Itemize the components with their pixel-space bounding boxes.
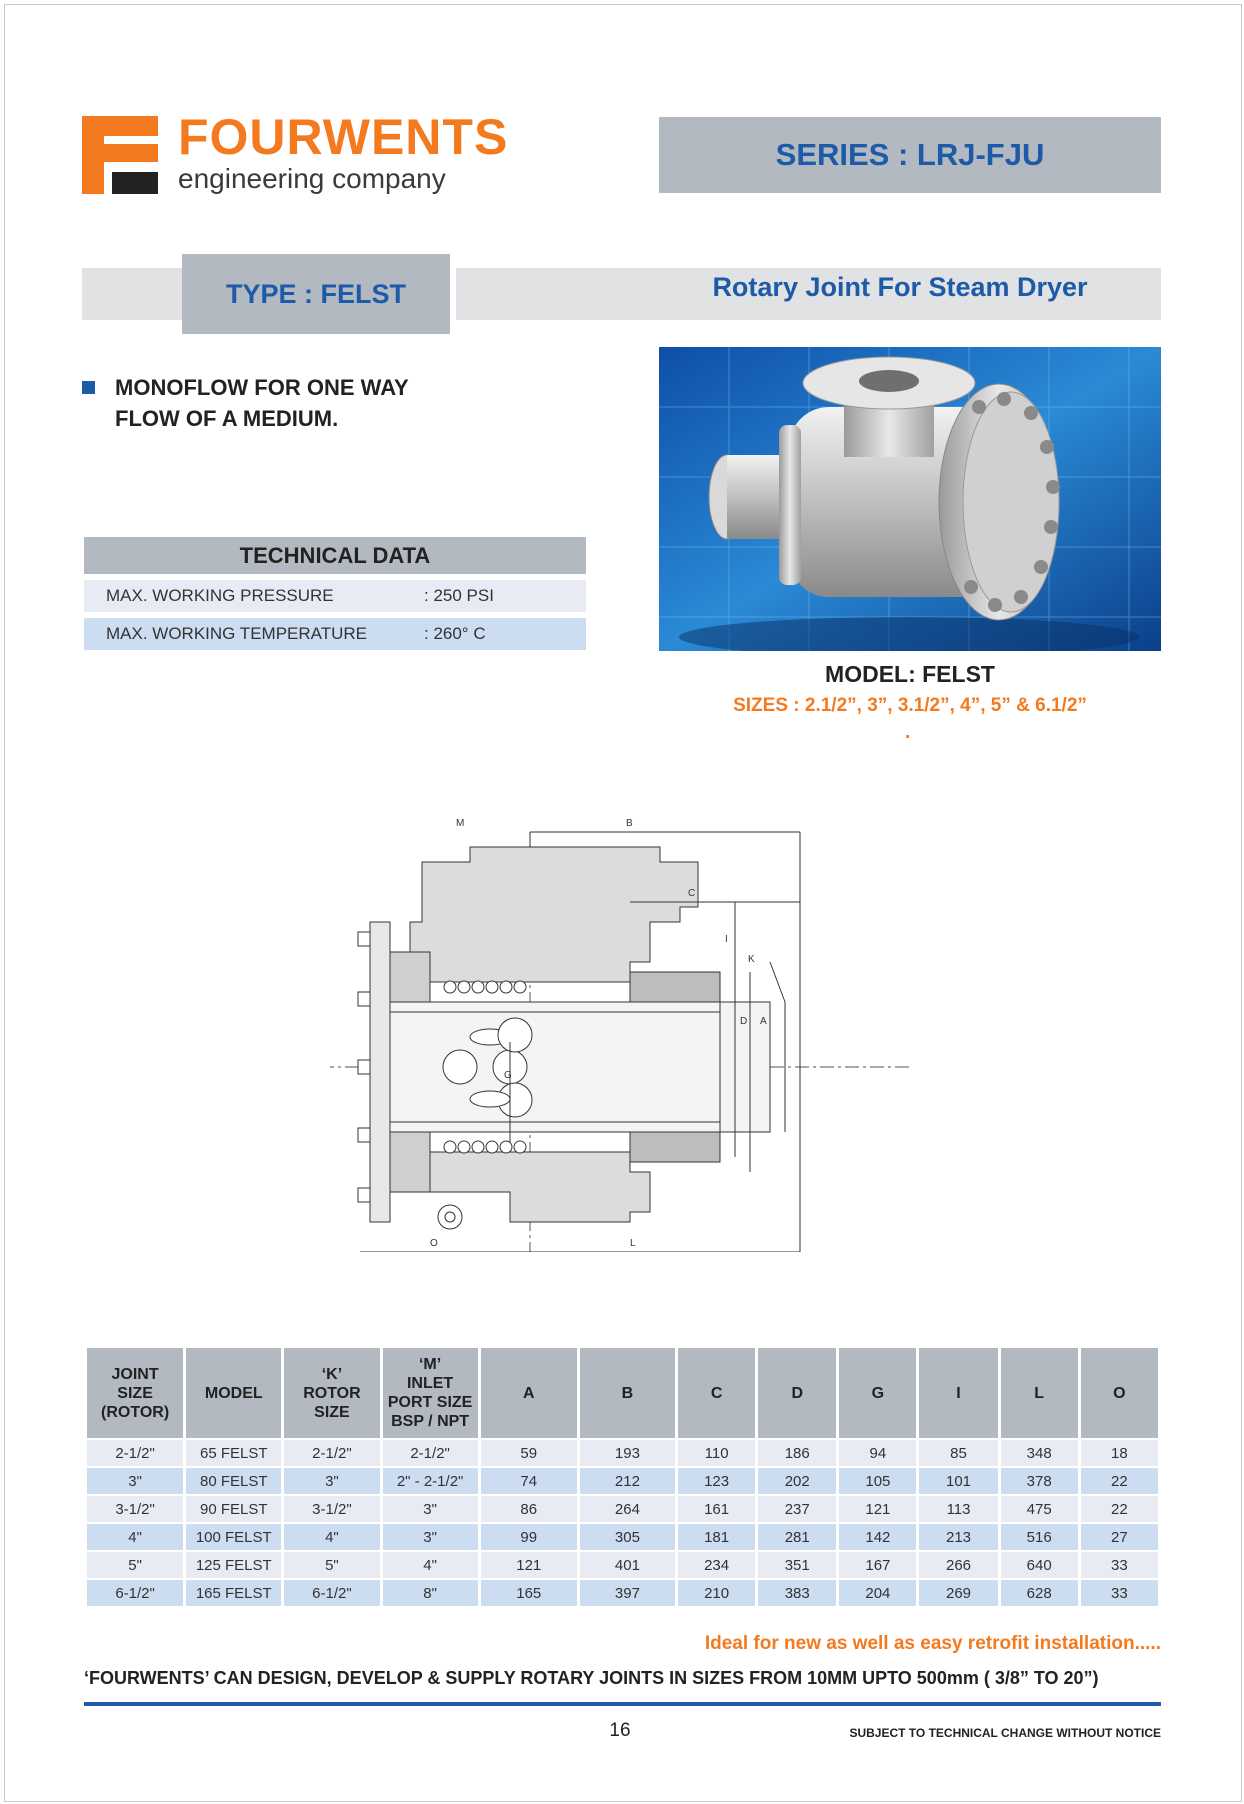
table-cell: 305 xyxy=(580,1524,675,1550)
table-cell: 59 xyxy=(481,1440,577,1466)
table-cell: 22 xyxy=(1081,1496,1158,1522)
table-header-row xyxy=(87,1348,1158,1438)
tech-value: : 250 PSI xyxy=(424,586,494,605)
table-cell: 3" xyxy=(87,1468,183,1494)
table-cell: 351 xyxy=(758,1552,836,1578)
col-model: MODEL xyxy=(186,1348,281,1438)
table-cell: 5" xyxy=(284,1552,379,1578)
table-cell: 2" - 2-1/2" xyxy=(383,1468,478,1494)
col-l: L xyxy=(1001,1348,1078,1438)
design-statement: ‘FOURWENTS’ CAN DESIGN, DEVELOP & SUPPLY ROTARY JOINTS IN SIZES FROM 10MM UPTO 500mm ( 3/8” TO 20”) xyxy=(84,1668,1099,1688)
table-cell: 516 xyxy=(1001,1524,1078,1550)
model-label: MODEL: FELST xyxy=(825,661,995,687)
drawing-label-g: G xyxy=(504,1070,512,1081)
table-cell: 94 xyxy=(839,1440,916,1466)
table-cell: 212 xyxy=(580,1468,675,1494)
sizes-label: SIZES : 2.1/2”, 3”, 3.1/2”, 4”, 5” & 6.1/2” xyxy=(733,695,1087,716)
table-cell: 4" xyxy=(284,1524,379,1550)
table-row xyxy=(87,1580,1158,1606)
table-cell: 266 xyxy=(919,1552,997,1578)
technical-drawing xyxy=(330,812,920,1252)
drawing-label-m: M xyxy=(456,818,465,829)
table-cell: 161 xyxy=(678,1496,755,1522)
table-cell: 383 xyxy=(758,1580,836,1606)
table-row xyxy=(87,1440,1158,1466)
table-row xyxy=(87,1552,1158,1578)
type-label: TYPE : FELST xyxy=(225,278,406,309)
product-photo xyxy=(659,347,1161,651)
fourwents-logo-icon xyxy=(82,116,158,194)
series-banner xyxy=(659,117,1161,193)
table-cell: 121 xyxy=(839,1496,916,1522)
drawing-label-k: K xyxy=(748,954,755,965)
col-i: I xyxy=(919,1348,997,1438)
technical-data-heading: TECHNICAL DATA xyxy=(84,537,586,574)
table-cell: 110 xyxy=(678,1440,755,1466)
table-cell: 210 xyxy=(678,1580,755,1606)
table-cell: 165 FELST xyxy=(186,1580,281,1606)
col-joint-size: JOINT SIZE (ROTOR) xyxy=(87,1348,183,1438)
table-cell: 269 xyxy=(919,1580,997,1606)
table-cell: 3-1/2" xyxy=(87,1496,183,1522)
table-cell: 18 xyxy=(1081,1440,1158,1466)
table-cell: 2-1/2" xyxy=(284,1440,379,1466)
col-c: C xyxy=(678,1348,755,1438)
table-cell: 4" xyxy=(87,1524,183,1550)
dimension-table xyxy=(84,1346,1161,1608)
table-cell: 65 FELST xyxy=(186,1440,281,1466)
table-cell: 8" xyxy=(383,1580,478,1606)
table-cell: 6-1/2" xyxy=(284,1580,379,1606)
table-row xyxy=(87,1468,1158,1494)
table-cell: 186 xyxy=(758,1440,836,1466)
table-cell: 281 xyxy=(758,1524,836,1550)
table-cell: 100 FELST xyxy=(186,1524,281,1550)
tech-label: MAX. WORKING TEMPERATURE xyxy=(106,624,368,643)
ideal-note: Ideal for new as well as easy retrofit installation..... xyxy=(704,1633,1161,1654)
feature-line-2: FLOW OF A MEDIUM. xyxy=(115,406,339,431)
table-cell: 3" xyxy=(383,1496,478,1522)
col-a: A xyxy=(481,1348,577,1438)
table-cell: 2-1/2" xyxy=(87,1440,183,1466)
table-cell: 74 xyxy=(481,1468,577,1494)
bullet-square-icon xyxy=(82,381,95,394)
table-cell: 640 xyxy=(1001,1552,1078,1578)
drawing-label-b: B xyxy=(626,818,633,829)
drawing-label-d: D xyxy=(740,1016,748,1027)
table-cell: 237 xyxy=(758,1496,836,1522)
table-cell: 181 xyxy=(678,1524,755,1550)
drawing-label-o: O xyxy=(430,1238,438,1249)
table-cell: 3-1/2" xyxy=(284,1496,379,1522)
tech-label: MAX. WORKING PRESSURE xyxy=(106,586,334,605)
table-cell: 5" xyxy=(87,1552,183,1578)
table-cell: 167 xyxy=(839,1552,916,1578)
drawing-label-l: L xyxy=(630,1238,636,1249)
table-cell: 33 xyxy=(1081,1552,1158,1578)
table-cell: 264 xyxy=(580,1496,675,1522)
technical-data-row xyxy=(84,580,586,612)
change-notice: SUBJECT TO TECHNICAL CHANGE WITHOUT NOTICE xyxy=(849,1726,1161,1740)
feature-text xyxy=(115,372,495,434)
table-cell: 125 FELST xyxy=(186,1552,281,1578)
table-cell: 3" xyxy=(284,1468,379,1494)
col-d: D xyxy=(758,1348,836,1438)
technical-data-row xyxy=(84,618,586,650)
table-row xyxy=(87,1524,1158,1550)
col-b: B xyxy=(580,1348,675,1438)
col-o: O xyxy=(1081,1348,1158,1438)
table-cell: 378 xyxy=(1001,1468,1078,1494)
table-cell: 6-1/2" xyxy=(87,1580,183,1606)
table-cell: 85 xyxy=(919,1440,997,1466)
table-cell: 142 xyxy=(839,1524,916,1550)
drawing-label-i: I xyxy=(725,934,728,945)
feature-line-1: MONOFLOW FOR ONE WAY xyxy=(115,375,409,400)
table-cell: 475 xyxy=(1001,1496,1078,1522)
drawing-label-a: A xyxy=(760,1016,767,1027)
table-cell: 33 xyxy=(1081,1580,1158,1606)
product-title: Rotary Joint For Steam Dryer xyxy=(712,272,1088,302)
table-cell: 628 xyxy=(1001,1580,1078,1606)
type-banner xyxy=(182,254,456,334)
page-number: 16 xyxy=(609,1720,631,1741)
table-cell: 113 xyxy=(919,1496,997,1522)
table-cell: 90 FELST xyxy=(186,1496,281,1522)
table-cell: 165 xyxy=(481,1580,577,1606)
table-cell: 2-1/2" xyxy=(383,1440,478,1466)
table-cell: 213 xyxy=(919,1524,997,1550)
brand-tagline: engineering company xyxy=(178,163,446,194)
table-cell: 27 xyxy=(1081,1524,1158,1550)
table-cell: 397 xyxy=(580,1580,675,1606)
table-cell: 80 FELST xyxy=(186,1468,281,1494)
table-cell: 22 xyxy=(1081,1468,1158,1494)
table-cell: 123 xyxy=(678,1468,755,1494)
col-g: G xyxy=(839,1348,916,1438)
table-cell: 401 xyxy=(580,1552,675,1578)
table-cell: 99 xyxy=(481,1524,577,1550)
table-cell: 101 xyxy=(919,1468,997,1494)
table-cell: 234 xyxy=(678,1552,755,1578)
col-k-rotor-size: ‘K’ ROTOR SIZE xyxy=(284,1348,379,1438)
table-cell: 105 xyxy=(839,1468,916,1494)
table-cell: 121 xyxy=(481,1552,577,1578)
drawing-label-c: C xyxy=(688,888,696,899)
table-cell: 4" xyxy=(383,1552,478,1578)
table-cell: 204 xyxy=(839,1580,916,1606)
series-label: SERIES : LRJ-FJU xyxy=(775,137,1045,172)
table-cell: 348 xyxy=(1001,1440,1078,1466)
brand-name: FOURWENTS xyxy=(178,109,509,165)
tech-value: : 260° C xyxy=(424,624,486,643)
table-cell: 193 xyxy=(580,1440,675,1466)
table-cell: 202 xyxy=(758,1468,836,1494)
footer-rule xyxy=(84,1702,1161,1706)
table-cell: 3" xyxy=(383,1524,478,1550)
table-row xyxy=(87,1496,1158,1522)
table-cell: 86 xyxy=(481,1496,577,1522)
sizes-dot: . xyxy=(905,722,911,743)
col-m-inlet: ‘M’ INLET PORT SIZE BSP / NPT xyxy=(383,1348,478,1438)
